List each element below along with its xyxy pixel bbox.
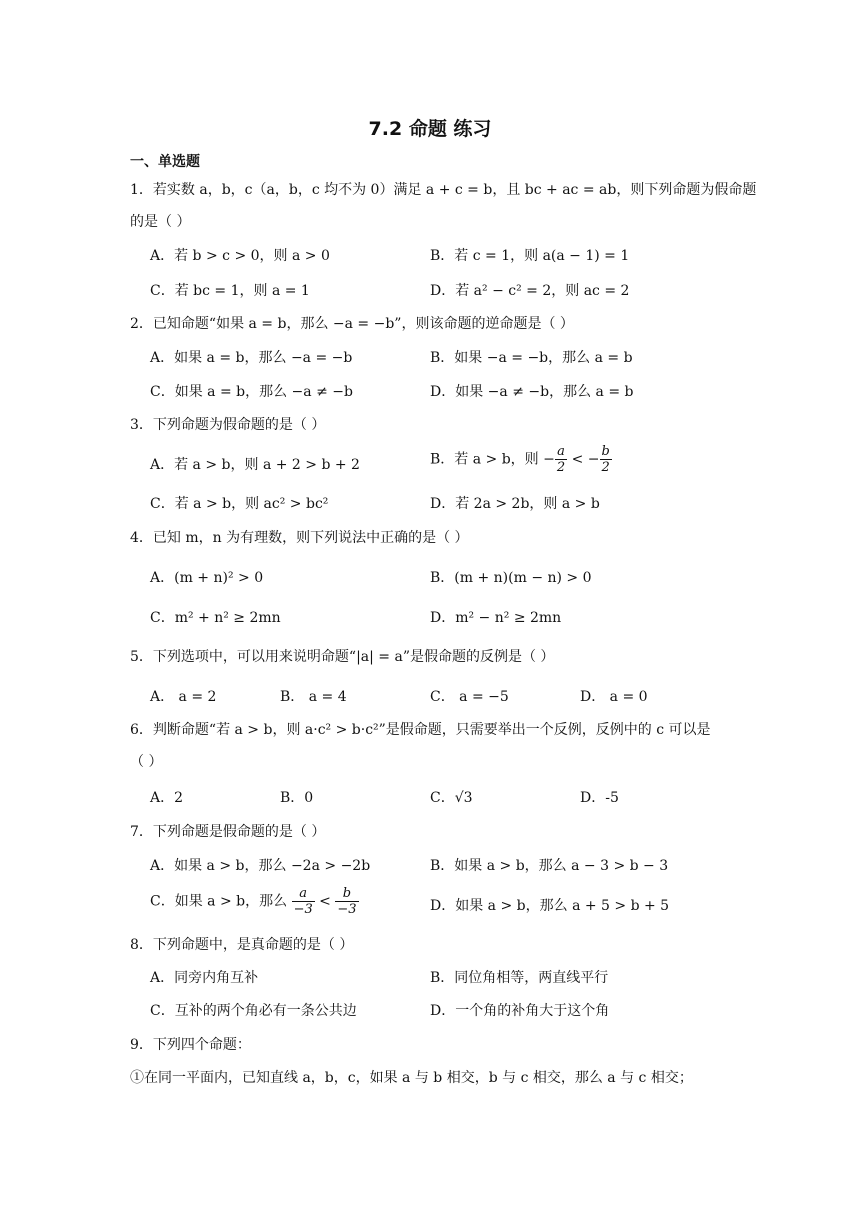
question-5-option-c: C． a = −5 — [430, 689, 509, 705]
question-6-option-a: A．2 — [150, 790, 184, 806]
question-2-option-c: C．如果 a = b，那么 −a ≠ −b — [150, 384, 353, 400]
section-heading: 一、单选题 — [130, 154, 200, 170]
question-7-option-b: B．如果 a > b，那么 a − 3 > b − 3 — [430, 858, 669, 874]
question-8-option-b: B．同位角相等，两直线平行 — [430, 970, 609, 986]
fraction: $\frac{b}{-3}$ — [337, 886, 357, 917]
question-3-stem: 3．下列命题为假命题的是（ ） — [130, 417, 326, 433]
question-1-option-c: C．若 bc = 1，则 a = 1 — [150, 283, 310, 299]
question-4-option-b: B．(m + n)(m − n) > 0 — [430, 570, 592, 586]
question-9-statement-1: ①在同一平面内，已知直线 a，b，c，如果 a 与 b 相交，b 与 c 相交，那么 a 与 c 相交； — [130, 1070, 693, 1086]
question-8-option-c: C．互补的两个角必有一条公共边 — [150, 1003, 357, 1019]
question-5-stem: 5．下列选项中，可以用来说明命题“|a| = a”是假命题的反例是（ ） — [130, 649, 555, 665]
question-1-stem: 1．若实数 a，b，c（a，b，c 均不为 0）满足 a + c = b，且 bc + ac = ab，则下列命题为假命题 — [130, 182, 757, 198]
question-4-option-c: C．m² + n² ≥ 2mn — [150, 610, 281, 626]
question-5-option-d: D． a = 0 — [580, 689, 648, 705]
question-4-stem: 4．已知 m，n 为有理数，则下列说法中正确的是（ ） — [130, 530, 469, 546]
question-6-stem-cont: （ ） — [130, 754, 163, 770]
question-3-option-c: C．若 a > b，则 ac² > bc² — [150, 496, 329, 512]
question-4-option-a: A．(m + n)² > 0 — [150, 570, 264, 586]
fraction: $\frac{a}{-3}$ — [293, 886, 313, 917]
question-9-stem: 9．下列四个命题： — [130, 1037, 251, 1053]
question-8-stem: 8．下列命题中，是真命题的是（ ） — [130, 937, 354, 953]
question-7-option-a: A．如果 a > b，那么 −2a > −2b — [150, 858, 371, 874]
fraction: $\frac{a}{2}$ — [556, 444, 566, 475]
question-6-option-b: B．0 — [280, 790, 314, 806]
question-3-option-a: A．若 a > b，则 a + 2 > b + 2 — [150, 457, 360, 473]
question-7-option-d: D．如果 a > b，那么 a + 5 > b + 5 — [430, 898, 670, 914]
question-1-stem-cont: 的是（ ） — [130, 214, 191, 230]
question-2-stem: 2．已知命题“如果 a = b，那么 −a = −b”，则该命题的逆命题是（ ） — [130, 316, 574, 332]
question-7-stem: 7．下列命题是假命题的是（ ） — [130, 824, 326, 840]
question-4-option-d: D．m² − n² ≥ 2mn — [430, 610, 562, 626]
question-5-option-a: A． a = 2 — [150, 689, 217, 705]
page-title: 7.2 命题 练习 — [368, 118, 492, 140]
fraction: $\frac{b}{2}$ — [601, 444, 610, 475]
question-6-stem: 6．判断命题“若 a > b，则 a·c² > b·c²”是假命题，只需要举出一个反例，反例中的 c 可以是 — [130, 722, 711, 738]
question-7-option-c: C．如果 a > b，那么 $\frac{a}{-3}$ < $\frac{b}{-3}$ — [150, 886, 357, 917]
question-3-option-b: B．若 a > b，则 − $\frac{a}{2}$ < − $\frac{b}{2}$ — [430, 444, 610, 475]
question-8-option-d: D．一个角的补角大于这个角 — [430, 1003, 610, 1019]
question-6-option-d: D．-5 — [580, 790, 619, 806]
question-8-option-a: A．同旁内角互补 — [150, 970, 259, 986]
question-5-option-b: B． a = 4 — [280, 689, 347, 705]
question-3-option-d: D．若 2a > 2b，则 a > b — [430, 496, 600, 512]
question-1-option-d: D．若 a² − c² = 2，则 ac = 2 — [430, 283, 630, 299]
question-6-option-c: C．√3 — [430, 790, 473, 806]
question-2-option-b: B．如果 −a = −b，那么 a = b — [430, 350, 633, 366]
question-1-option-a: A．若 b > c > 0，则 a > 0 — [150, 248, 330, 264]
question-2-option-d: D．如果 −a ≠ −b，那么 a = b — [430, 384, 634, 400]
question-1-option-b: B．若 c = 1，则 a(a − 1) = 1 — [430, 248, 630, 264]
question-2-option-a: A．如果 a = b，那么 −a = −b — [150, 350, 353, 366]
